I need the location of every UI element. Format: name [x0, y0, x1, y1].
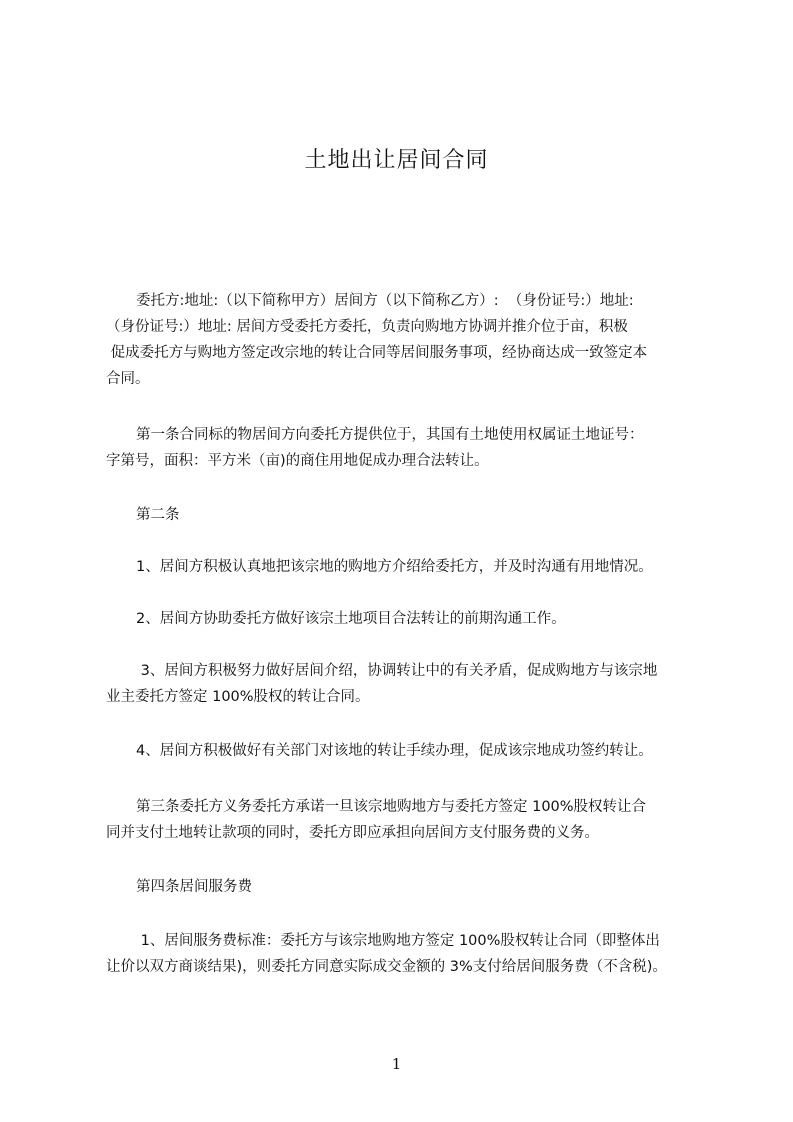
paragraph-line: 第二条: [136, 507, 180, 523]
paragraph-line: 合同。: [106, 371, 150, 387]
paragraph-article-2-item-4: [106, 738, 706, 764]
paragraph-line: 第三条委托方义务委托方承诺一旦该宗地购地方与委托方签定 100%股权转让合: [136, 799, 647, 815]
document-title: 土地出让居间合同: [304, 148, 489, 173]
paragraph-article-2-item-3: [106, 658, 706, 710]
paragraph-parties: [106, 288, 706, 392]
paragraph-line: 第一条合同标的物居间方向委托方提供位于，其国有土地使用权属证土地证号：: [136, 427, 644, 443]
paragraph-article-3: [106, 794, 706, 846]
paragraph-line: 让价以双方商谈结果)，则委托方同意实际成交金额的 3%支付给居间服务费（不含税)。: [106, 959, 667, 975]
paragraph-line: 促成委托方与购地方签定改宗地的转让合同等居间服务事项，经协商达成一致签定本: [106, 345, 648, 361]
paragraph-line: 委托方:地址:（以下简称甲方）居间方（以下简称乙方）: （身份证号:）地址:: [136, 293, 634, 309]
paragraph-line: 第四条居间服务费: [136, 879, 252, 895]
paragraph-line: 4、居间方积极做好有关部门对该地的转让手续办理，促成该宗地成功签约转让。: [136, 743, 653, 759]
paragraph-article-4-heading: [106, 874, 706, 900]
paragraph-article-2-heading: [106, 502, 706, 528]
paragraph-line: 1、居间服务费标准：委托方与该宗地购地方签定 100%股权转让合同（即整体出: [136, 933, 660, 949]
page-number: 1: [391, 1055, 402, 1073]
paragraph-line: 字第号，面积：平方米（亩)的商住用地促成办理合法转让。: [106, 453, 489, 469]
paragraph-line: 同并支付土地转让款项的同时，委托方即应承担向居间方支付服务费的义务。: [106, 825, 599, 841]
paragraph-line: （身份证号:）地址: 居间方受委托方委托，负责向购地方协调并推介位于亩，积极: [106, 319, 628, 335]
paragraph-line: 1、居间方积极认真地把该宗地的购地方介绍给委托方，并及时沟通有用地情况。: [136, 559, 653, 575]
paragraph-article-1: [106, 422, 706, 474]
paragraph-article-4-item-1: [106, 928, 706, 980]
paragraph-line: 业主委托方签定 100%股权的转让合同。: [106, 689, 370, 705]
paragraph-article-2-item-1: [106, 554, 706, 580]
paragraph-line: 3、居间方积极努力做好居间介绍，协调转让中的有关矛盾，促成购地方与该宗地: [136, 663, 658, 679]
paragraph-article-2-item-2: [106, 606, 706, 632]
paragraph-line: 2、居间方协助委托方做好该宗土地项目合法转让的前期沟通工作。: [136, 611, 566, 627]
